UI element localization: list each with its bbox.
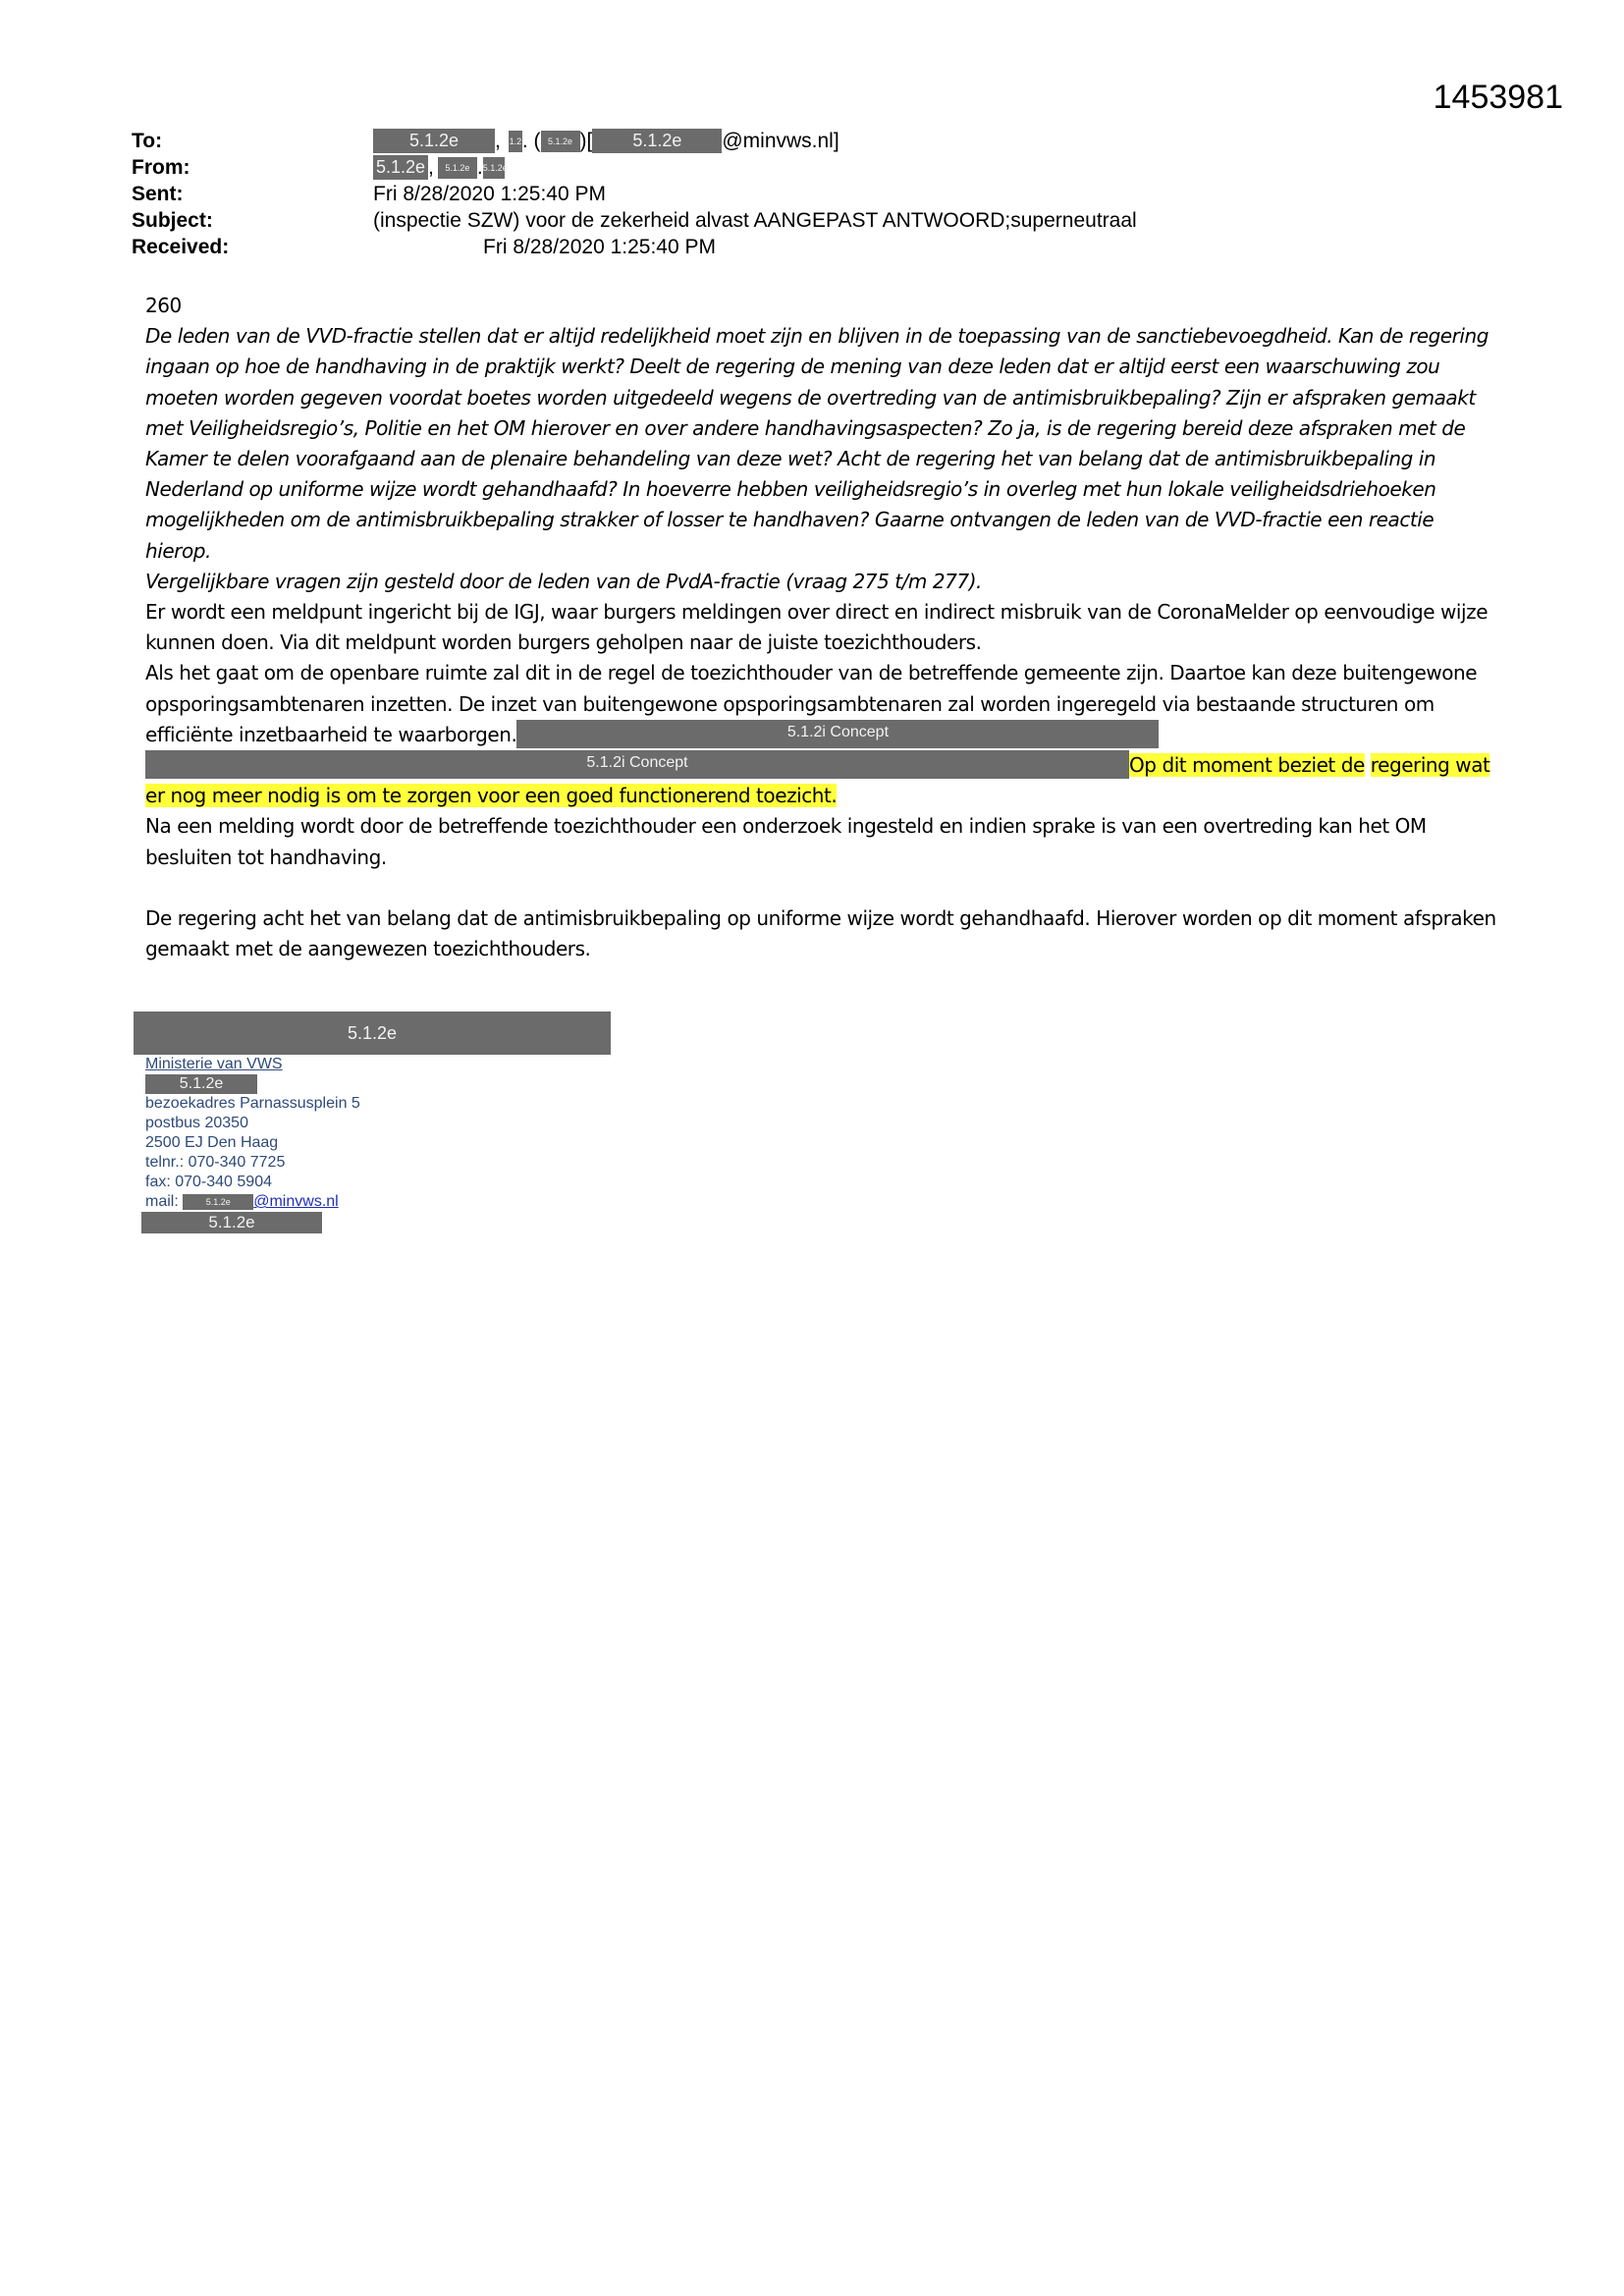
answer-paragraph: De regering acht het van belang dat de antimisbruikbepaling op uniforme wijze wordt gehandhaafd. Hierover worden op dit moment afspraken gemaakt met de aangewezen toezichthouders. [145,905,1496,961]
signature-city: 2500 EJ Den Haag [145,1134,279,1152]
separator: , [428,156,434,179]
to-email-domain: @minvws.nl] [722,130,839,152]
redaction-block: 5.1.2e [592,129,722,153]
email-body [145,291,1500,964]
redaction-block: 5.1.2e [373,155,428,180]
redaction-block: 5.1.2e [134,1011,611,1055]
subject-value: (inspectie SZW) voor de zekerheid alvast AANGEPAST ANTWOORD;superneutraal [373,209,1137,232]
signature-mail-link[interactable]: @minvws.nl [253,1193,339,1211]
sent-value: Fri 8/28/2020 1:25:40 PM [373,183,606,205]
subject-row [132,207,1408,234]
sent-row [132,181,1408,207]
from-label: From: [132,156,190,179]
separator: , [495,130,501,152]
signature-mail-label: mail: [145,1193,179,1211]
to-row [132,128,1408,154]
received-label: Received: [132,236,230,258]
received-row [132,234,1408,260]
redaction-block: 5.1.2i Concept [516,720,1159,748]
redaction-block: 5.1.2e [483,157,505,179]
signature-address: bezoekadres Parnassusplein 5 [145,1095,360,1113]
highlighted-text-continued: regering wat er nog meer nodig is om te zorgen voor een goed functionerend toezicht. [145,753,1490,808]
answer-paragraph: Na een melding wordt door de betreffende toezichthouder een onderzoek ingesteld en indien sprake is van een overtreding kan het OM besluiten tot handhaving. [145,814,1427,869]
received-value: Fri 8/28/2020 1:25:40 PM [483,236,716,258]
email-signature [134,1011,611,1233]
redaction-block: 5.1.2e [183,1194,253,1210]
question-text: De leden van de VVD-fractie stellen dat er altijd redelijkheid moet zijn en blijven in de toepassing van de sanctiebevoegdheid. Kan de regering ingaan op hoe de handhaving in de praktijk werkt? Deelt de regering de mening van deze leden dat er altijd eerst een waarschuwing zou moeten worden gegeven voordat boetes worden uitgedeeld wegens de overtreding van de antimisbruikbepaling? Zijn er afspraken gemaakt met Veiligheidsregio’s, Politie en het OM hierover en over andere handhavingsaspecten? Zo ja, is de regering bereid deze afspraken met de Kamer te delen voorafgaand aan de plenaire behandeling van deze wet? Acht de regering het van belang dat de antimisbruikbepaling in Nederland op uniforme wijze wordt gehandhaafd? In hoeverre hebben veiligheidsregio’s in overleg met hun lokale veiligheidsdriehoeken mogelijkheden om de antimisbruikbepaling strakker of losser te handhaven? Gaarne ontvangen de leden van de VVD-fractie een reactie hierop. [145,324,1489,563]
question-number: 260 [145,294,182,317]
separator: )[ [579,130,593,152]
redaction-block: 5.1.2i Concept [145,750,1129,779]
redaction-block: 5.1.2e [373,129,495,153]
separator: . ( [521,130,541,152]
signature-phone: telnr.: 070-340 7725 [145,1154,286,1172]
answer-text: Als het gaat om de openbare ruimte zal dit in de regel de toezichthouder van de betreffende gemeente zijn. Daartoe kan deze buitengewone opsporingsambtenaren inzetten. De inzet van buitengewone opsporingsambtenaren zal worden ingeregeld via bestaande structuren om efficiënte inzetbaarheid te waarborgen. [145,661,1478,746]
redaction-block: 5.1.2e [141,1212,322,1233]
signature-fax: fax: 070-340 5904 [145,1174,272,1191]
email-header [132,128,1408,260]
redaction-block: 1.2 [509,131,522,152]
redaction-block: 5.1.2e [541,131,580,152]
to-label: To: [132,130,163,152]
redaction-block: 5.1.2e [145,1074,257,1094]
from-row [132,154,1408,181]
sent-label: Sent: [132,183,184,205]
document-number: 1453981 [1433,79,1563,116]
answer-paragraph-enforcement [145,658,1500,811]
highlighted-text: Op dit moment beziet de [1129,753,1365,778]
similar-questions-note: Vergelijkbare vragen zijn gesteld door de leden van de PvdA-fractie (vraag 275 t/m 277). [145,569,982,593]
signature-postbus: postbus 20350 [145,1115,248,1132]
redaction-block: 5.1.2e [438,157,477,179]
answer-paragraph: Er wordt een meldpunt ingericht bij de IGJ, waar burgers meldingen over direct en indirect misbruik van de CoronaMelder op eenvoudige wijze kunnen doen. Via dit meldpunt worden burgers geholpen naar de juiste toezichthouders. [145,600,1489,655]
separator: . [476,156,483,179]
subject-label: Subject: [132,209,213,232]
signature-org: Ministerie van VWS [145,1056,283,1072]
